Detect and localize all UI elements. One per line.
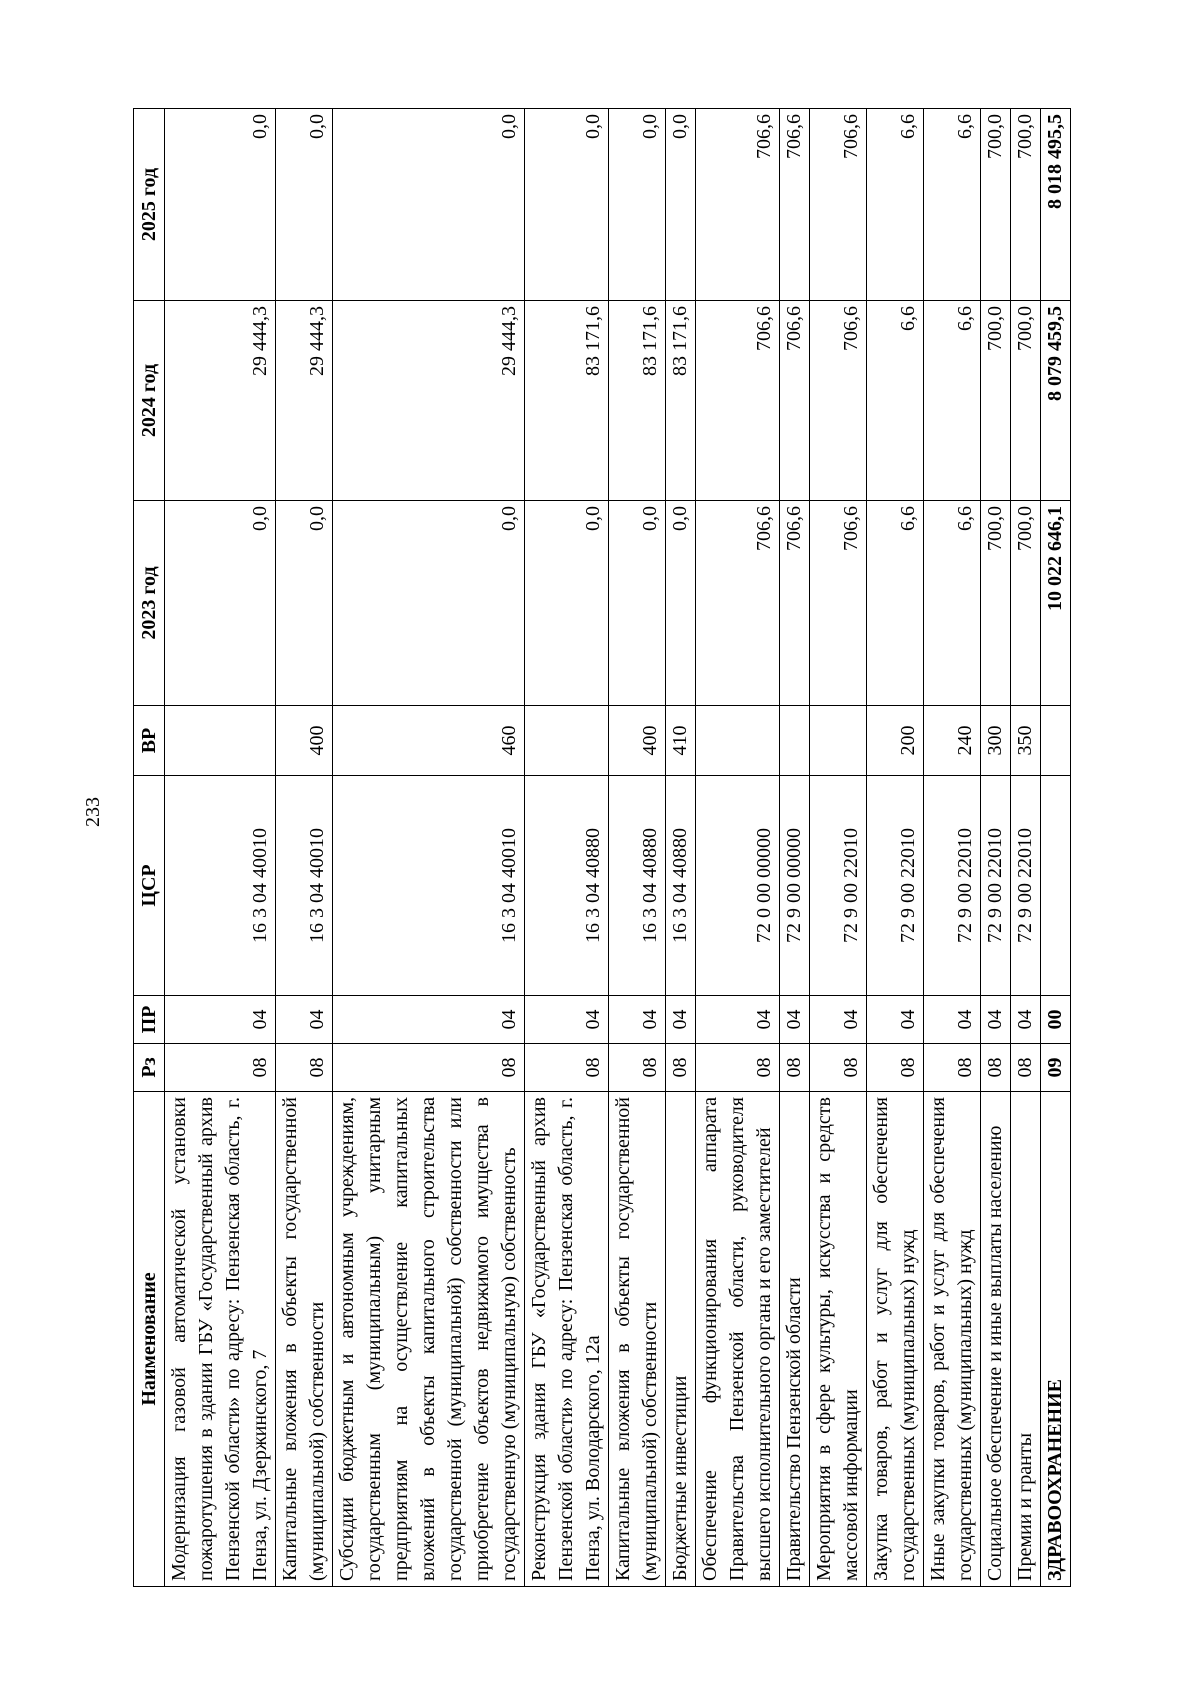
header-vr: ВР bbox=[134, 706, 165, 776]
cell-vr: 240 bbox=[924, 706, 981, 776]
cell-2025: 700,0 bbox=[1011, 109, 1041, 301]
cell-2023: 6,6 bbox=[867, 501, 924, 706]
table-row bbox=[276, 109, 333, 1587]
cell-rz: 08 bbox=[780, 1044, 810, 1092]
cell-2025: 706,6 bbox=[696, 109, 780, 301]
cell-vr bbox=[525, 706, 609, 776]
cell-pr: 04 bbox=[525, 996, 609, 1044]
cell-pr: 04 bbox=[780, 996, 810, 1044]
cell-2023: 706,6 bbox=[696, 501, 780, 706]
cell-name: Капитальные вложения в объекты государственной (муниципальной) собственности bbox=[609, 1092, 666, 1587]
cell-2025: 0,0 bbox=[165, 109, 276, 301]
table-row bbox=[1011, 109, 1041, 1587]
cell-rz: 08 bbox=[924, 1044, 981, 1092]
cell-rz: 08 bbox=[165, 1044, 276, 1092]
cell-2023: 706,6 bbox=[810, 501, 867, 706]
cell-2023: 700,0 bbox=[981, 501, 1011, 706]
cell-2025: 0,0 bbox=[333, 109, 525, 301]
cell-rz: 09 bbox=[1041, 1044, 1071, 1092]
table-row bbox=[810, 109, 867, 1587]
cell-pr: 04 bbox=[924, 996, 981, 1044]
cell-csr: 72 9 00 22010 bbox=[924, 776, 981, 996]
cell-vr bbox=[165, 706, 276, 776]
cell-csr: 72 0 00 00000 bbox=[696, 776, 780, 996]
table-body bbox=[165, 109, 1071, 1587]
cell-vr: 300 bbox=[981, 706, 1011, 776]
cell-pr: 04 bbox=[981, 996, 1011, 1044]
table-header-row bbox=[134, 109, 165, 1587]
cell-name: Правительство Пензенской области bbox=[780, 1092, 810, 1587]
cell-pr: 04 bbox=[333, 996, 525, 1044]
cell-2024: 700,0 bbox=[1011, 301, 1041, 501]
table-row bbox=[696, 109, 780, 1587]
cell-2024: 83 171,6 bbox=[609, 301, 666, 501]
table-row bbox=[780, 109, 810, 1587]
header-rz: Рз bbox=[134, 1044, 165, 1092]
cell-2024: 83 171,6 bbox=[525, 301, 609, 501]
cell-vr bbox=[810, 706, 867, 776]
cell-rz: 08 bbox=[1011, 1044, 1041, 1092]
cell-rz: 08 bbox=[609, 1044, 666, 1092]
cell-csr bbox=[1041, 776, 1071, 996]
cell-name: Модернизация газовой автоматической установки пожаротушения в здании ГБУ «Государственный архив Пензенской области» по адресу: Пензенская область, г. Пенза, ул. Дзержинского, 7 bbox=[165, 1092, 276, 1587]
cell-2023: 10 022 646,1 bbox=[1041, 501, 1071, 706]
cell-csr: 72 9 00 22010 bbox=[1011, 776, 1041, 996]
cell-2024: 6,6 bbox=[867, 301, 924, 501]
cell-name: Социальное обеспечение и иные выплаты населению bbox=[981, 1092, 1011, 1587]
cell-vr: 410 bbox=[666, 706, 696, 776]
header-2023: 2023 год bbox=[134, 501, 165, 706]
cell-pr: 00 bbox=[1041, 996, 1071, 1044]
cell-name: Иные закупки товаров, работ и услуг для обеспечения государственных (муниципальных) нужд bbox=[924, 1092, 981, 1587]
cell-rz: 08 bbox=[333, 1044, 525, 1092]
cell-2024: 700,0 bbox=[981, 301, 1011, 501]
budget-table bbox=[133, 108, 1071, 1587]
cell-name: Обеспечение функционирования аппарата Правительства Пензенской области, руководителя высшего исполнительного органа и его заместителей bbox=[696, 1092, 780, 1587]
cell-2024: 8 079 459,5 bbox=[1041, 301, 1071, 501]
cell-2024: 706,6 bbox=[780, 301, 810, 501]
cell-2023: 706,6 bbox=[780, 501, 810, 706]
cell-pr: 04 bbox=[810, 996, 867, 1044]
cell-name: Реконструкция здания ГБУ «Государственный архив Пензенской области» по адресу: Пензенская область, г. Пенза, ул. Володарского, 12а bbox=[525, 1092, 609, 1587]
cell-csr: 16 3 04 40880 bbox=[609, 776, 666, 996]
cell-2025: 706,6 bbox=[780, 109, 810, 301]
cell-csr: 72 9 00 22010 bbox=[867, 776, 924, 996]
cell-rz: 08 bbox=[276, 1044, 333, 1092]
header-name: Наименование bbox=[134, 1092, 165, 1587]
cell-rz: 08 bbox=[696, 1044, 780, 1092]
cell-pr: 04 bbox=[609, 996, 666, 1044]
cell-2025: 8 018 495,5 bbox=[1041, 109, 1071, 301]
cell-2024: 83 171,6 bbox=[666, 301, 696, 501]
table-row bbox=[867, 109, 924, 1587]
cell-2023: 6,6 bbox=[924, 501, 981, 706]
cell-2023: 700,0 bbox=[1011, 501, 1041, 706]
cell-2025: 6,6 bbox=[867, 109, 924, 301]
cell-csr: 16 3 04 40010 bbox=[276, 776, 333, 996]
table-row bbox=[165, 109, 276, 1587]
cell-csr: 72 9 00 22010 bbox=[981, 776, 1011, 996]
cell-rz: 08 bbox=[867, 1044, 924, 1092]
cell-pr: 04 bbox=[276, 996, 333, 1044]
cell-2025: 0,0 bbox=[666, 109, 696, 301]
cell-vr: 350 bbox=[1011, 706, 1041, 776]
cell-2023: 0,0 bbox=[525, 501, 609, 706]
cell-vr bbox=[780, 706, 810, 776]
cell-name: Субсидии бюджетным и автономным учреждениям, государственным (муниципальным) унитарным предприятиям на осуществление капитальных вложений в объекты капитального строительства государственной (муниципальной) собственности или приобретение объектов недвижимого имущества в государственную (муниципальную) собственность bbox=[333, 1092, 525, 1587]
cell-2025: 706,6 bbox=[810, 109, 867, 301]
cell-vr: 460 bbox=[333, 706, 525, 776]
cell-name: Премии и гранты bbox=[1011, 1092, 1041, 1587]
cell-rz: 08 bbox=[810, 1044, 867, 1092]
header-2024: 2024 год bbox=[134, 301, 165, 501]
cell-pr: 04 bbox=[666, 996, 696, 1044]
header-2025: 2025 год bbox=[134, 109, 165, 301]
cell-2025: 6,6 bbox=[924, 109, 981, 301]
cell-2023: 0,0 bbox=[276, 501, 333, 706]
cell-name: Закупка товаров, работ и услуг для обеспечения государственных (муниципальных) нужд bbox=[867, 1092, 924, 1587]
cell-name: ЗДРАВООХРАНЕНИЕ bbox=[1041, 1092, 1071, 1587]
cell-rz: 08 bbox=[666, 1044, 696, 1092]
cell-2025: 0,0 bbox=[276, 109, 333, 301]
page-number: 233 bbox=[82, 797, 104, 827]
header-csr: ЦСР bbox=[134, 776, 165, 996]
cell-csr: 16 3 04 40880 bbox=[525, 776, 609, 996]
cell-2025: 0,0 bbox=[525, 109, 609, 301]
table-row bbox=[333, 109, 525, 1587]
table-row bbox=[981, 109, 1011, 1587]
cell-name: Бюджетные инвестиции bbox=[666, 1092, 696, 1587]
cell-2024: 29 444,3 bbox=[165, 301, 276, 501]
table-row bbox=[525, 109, 609, 1587]
budget-table-sheet bbox=[133, 109, 1066, 1587]
cell-2025: 0,0 bbox=[609, 109, 666, 301]
cell-2023: 0,0 bbox=[333, 501, 525, 706]
cell-pr: 04 bbox=[696, 996, 780, 1044]
cell-2024: 6,6 bbox=[924, 301, 981, 501]
header-pr: ПР bbox=[134, 996, 165, 1044]
cell-csr: 16 3 04 40010 bbox=[165, 776, 276, 996]
table-row bbox=[1041, 109, 1071, 1587]
cell-name: Мероприятия в сфере культуры, искусства и средств массовой информации bbox=[810, 1092, 867, 1587]
cell-2024: 29 444,3 bbox=[276, 301, 333, 501]
cell-rz: 08 bbox=[981, 1044, 1011, 1092]
cell-2024: 29 444,3 bbox=[333, 301, 525, 501]
cell-2023: 0,0 bbox=[666, 501, 696, 706]
cell-rz: 08 bbox=[525, 1044, 609, 1092]
cell-csr: 72 9 00 22010 bbox=[810, 776, 867, 996]
cell-csr: 72 9 00 00000 bbox=[780, 776, 810, 996]
table-row bbox=[609, 109, 666, 1587]
cell-2023: 0,0 bbox=[165, 501, 276, 706]
cell-name: Капитальные вложения в объекты государственной (муниципальной) собственности bbox=[276, 1092, 333, 1587]
cell-2024: 706,6 bbox=[696, 301, 780, 501]
cell-vr: 400 bbox=[276, 706, 333, 776]
cell-csr: 16 3 04 40010 bbox=[333, 776, 525, 996]
cell-pr: 04 bbox=[867, 996, 924, 1044]
cell-2023: 0,0 bbox=[609, 501, 666, 706]
cell-vr: 200 bbox=[867, 706, 924, 776]
cell-csr: 16 3 04 40880 bbox=[666, 776, 696, 996]
cell-vr bbox=[696, 706, 780, 776]
table-row bbox=[666, 109, 696, 1587]
cell-pr: 04 bbox=[165, 996, 276, 1044]
cell-pr: 04 bbox=[1011, 996, 1041, 1044]
table-row bbox=[924, 109, 981, 1587]
cell-vr bbox=[1041, 706, 1071, 776]
cell-vr: 400 bbox=[609, 706, 666, 776]
cell-2024: 706,6 bbox=[810, 301, 867, 501]
cell-2025: 700,0 bbox=[981, 109, 1011, 301]
